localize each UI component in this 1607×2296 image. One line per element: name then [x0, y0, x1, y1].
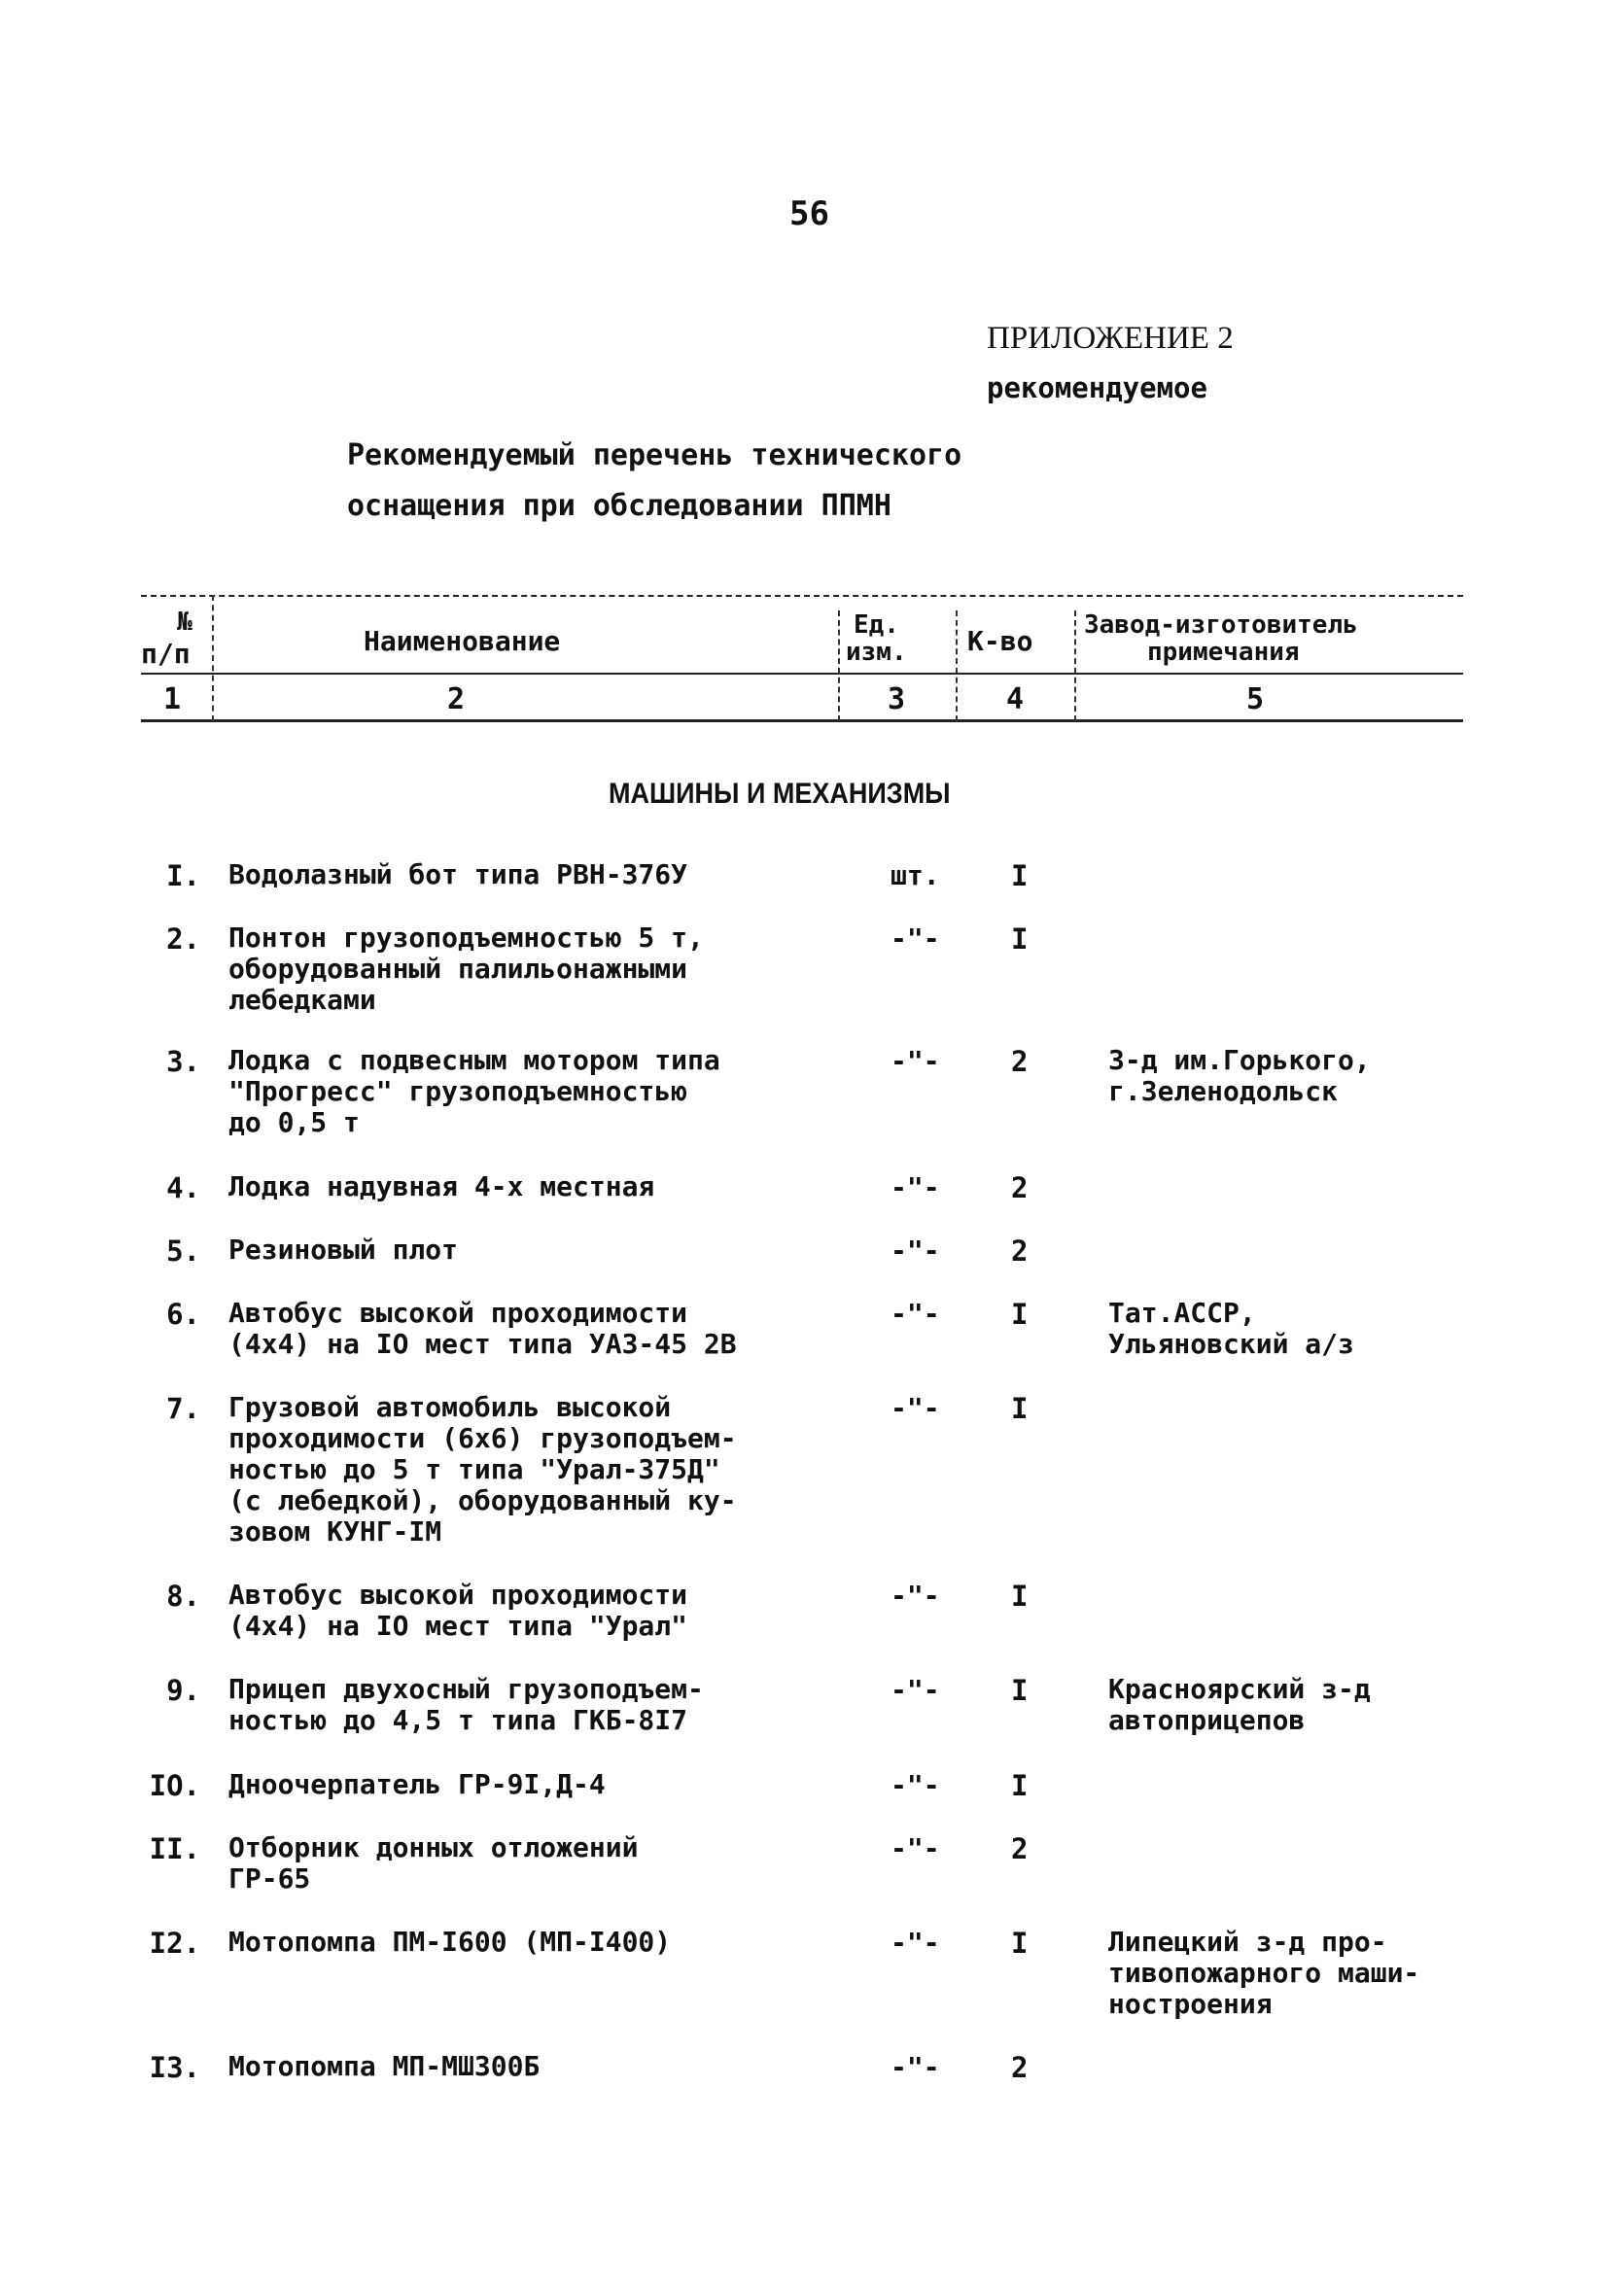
row-note-line: З-д им.Горького,	[1108, 1044, 1371, 1076]
row-number: 9.	[166, 1674, 200, 1707]
row-note-line: ностроения	[1108, 1988, 1273, 2020]
column-separator-2	[838, 610, 840, 721]
row-quantity: I	[1011, 1580, 1029, 1613]
row-unit: -"-	[891, 1171, 940, 1203]
row-quantity: I	[1011, 922, 1029, 956]
row-note-line: г.Зеленодольск	[1108, 1075, 1339, 1107]
row-name-line: Лодка с подвесным мотором типа	[228, 1044, 720, 1076]
row-name-line: Мотопомпа ПМ-I600 (МП-I400)	[228, 1926, 672, 1958]
row-number: 5.	[166, 1235, 200, 1268]
column-separator-3	[956, 610, 958, 721]
header-name: Наименование	[364, 625, 561, 657]
row-name-line: Дноочерпатель ГР-9I,Д-4	[228, 1768, 606, 1800]
row-unit: -"-	[891, 922, 940, 955]
row-unit: -"-	[891, 2051, 940, 2083]
row-number: II.	[149, 1832, 200, 1865]
row-name-line: Автобус высокой проходимости	[228, 1297, 688, 1329]
row-name-line: (4х4) на IO мест типа "Урал"	[228, 1610, 688, 1642]
row-name	[228, 1674, 890, 1736]
row-name-line: оборудованный палильонажными	[228, 953, 688, 985]
header-maker-line-2: примечания	[1147, 638, 1300, 667]
row-note-line: тивопожарного маши-	[1108, 1957, 1420, 1989]
row-quantity: 2	[1011, 1171, 1029, 1204]
row-note-line: Липецкий з-д про-	[1108, 1926, 1387, 1958]
row-unit: -"-	[891, 1392, 940, 1424]
column-number-2: 2	[447, 682, 466, 716]
row-unit: -"-	[891, 1769, 940, 1801]
row-name	[228, 1298, 890, 1360]
row-name-line: Мотопомпа МП-МШ300Б	[228, 2050, 541, 2082]
row-quantity: 2	[1011, 1832, 1029, 1865]
header-maker-line-1: Завод-изготовитель	[1084, 610, 1358, 640]
row-number: 8.	[166, 1580, 200, 1613]
row-name	[228, 1927, 890, 1958]
row-number: I2.	[149, 1927, 200, 1960]
row-name-line: Автобус высокой проходимости	[228, 1579, 688, 1611]
row-name	[228, 1171, 890, 1202]
row-name-line: Резиновый плот	[228, 1234, 459, 1266]
row-unit: -"-	[891, 1298, 940, 1330]
row-name-line: Прицеп двухосный грузоподъем-	[228, 1673, 704, 1705]
row-unit: -"-	[891, 1580, 940, 1612]
row-note-line: Красноярский з-д	[1108, 1673, 1371, 1705]
row-name	[228, 922, 890, 1016]
row-manufacturer-note	[1108, 1045, 1371, 1107]
row-number: I3.	[149, 2051, 200, 2084]
table-top-rule	[141, 595, 1463, 597]
row-name-line: Отборник донных отложений	[228, 1831, 639, 1863]
row-number: 2.	[166, 922, 200, 956]
table-column-number-rule	[141, 719, 1463, 722]
document-title-line-2: оснащения при обследовании ППМН	[347, 489, 891, 523]
column-separator-1	[212, 595, 214, 721]
row-name-line: Лодка надувная 4-х местная	[228, 1170, 655, 1202]
column-number-4: 4	[1006, 682, 1025, 716]
row-name	[228, 1045, 890, 1138]
row-name	[228, 859, 890, 890]
row-quantity: I	[1011, 1392, 1029, 1425]
row-note-line: Тат.АССР,	[1108, 1297, 1256, 1329]
row-quantity: I	[1011, 1298, 1029, 1331]
row-name-line: ГР-65	[228, 1862, 311, 1895]
document-title-line-1: Рекомендуемый перечень технического	[347, 438, 962, 472]
row-unit: -"-	[891, 1927, 940, 1959]
page-number: 56	[789, 194, 829, 233]
document-title	[347, 431, 961, 532]
row-name	[228, 1392, 890, 1548]
row-unit: -"-	[891, 1235, 940, 1267]
header-num-line-1: №	[177, 608, 192, 637]
row-name-line: до 0,5 т	[228, 1106, 360, 1138]
header-unit-line-1: Ед.	[854, 610, 899, 640]
row-number: 4.	[166, 1171, 200, 1204]
row-unit: -"-	[891, 1045, 940, 1077]
table-header-rule	[141, 673, 1463, 675]
row-unit: шт.	[891, 859, 940, 891]
section-title: МАШИНЫ И МЕХАНИЗМЫ	[609, 778, 951, 810]
row-name	[228, 1235, 890, 1266]
row-unit: -"-	[891, 1832, 940, 1864]
column-number-5: 5	[1246, 682, 1265, 716]
header-unit-line-2: изм.	[846, 638, 907, 667]
row-name-line: Понтон грузоподъемностью 5 т,	[228, 922, 704, 954]
row-name	[228, 2051, 890, 2082]
row-name-line: (4х4) на IO мест типа УАЗ-45 2В	[228, 1328, 737, 1360]
row-unit: -"-	[891, 1674, 940, 1706]
row-quantity: 2	[1011, 2051, 1029, 2084]
row-quantity: I	[1011, 1674, 1029, 1707]
appendix-subtitle: рекомендуемое	[987, 371, 1207, 404]
row-number: 3.	[166, 1045, 200, 1078]
row-name-line: (с лебедкой), оборудованный ку-	[228, 1484, 737, 1516]
appendix-title: ПРИЛОЖЕНИЕ 2	[987, 321, 1234, 356]
row-quantity: 2	[1011, 1235, 1029, 1268]
row-quantity: I	[1011, 859, 1029, 892]
row-quantity: I	[1011, 1927, 1029, 1960]
row-note-line: автоприцепов	[1108, 1704, 1306, 1736]
row-number: IO.	[149, 1769, 200, 1802]
row-number: I.	[166, 859, 200, 892]
header-num-line-2: п/п	[141, 638, 191, 670]
row-note-line: Ульяновский а/з	[1108, 1328, 1354, 1360]
row-quantity: 2	[1011, 1045, 1029, 1078]
row-name-line: проходимости (6х6) грузоподъем-	[228, 1422, 737, 1454]
row-number: 6.	[166, 1298, 200, 1331]
row-number: 7.	[166, 1392, 200, 1425]
header-qty: К-во	[967, 625, 1033, 657]
row-quantity: I	[1011, 1769, 1029, 1802]
row-name-line: Водолазный бот типа РВН-376У	[228, 858, 688, 890]
row-name-line: зовом КУНГ-IМ	[228, 1515, 442, 1548]
row-manufacturer-note	[1108, 1674, 1371, 1736]
column-separator-4	[1074, 610, 1076, 721]
column-number-1: 1	[163, 682, 182, 716]
row-name-line: Грузовой автомобиль высокой	[228, 1391, 672, 1423]
column-number-3: 3	[888, 682, 906, 716]
row-manufacturer-note	[1108, 1927, 1419, 2020]
row-name-line: ностью до 5 т типа "Урал-375Д"	[228, 1453, 720, 1485]
row-name	[228, 1580, 890, 1642]
row-name-line: лебедками	[228, 984, 376, 1016]
row-name	[228, 1832, 890, 1895]
row-name-line: ностью до 4,5 т типа ГКБ-8I7	[228, 1704, 688, 1736]
row-name-line: "Прогресс" грузоподъемностью	[228, 1075, 688, 1107]
row-name	[228, 1769, 890, 1800]
row-manufacturer-note	[1108, 1298, 1354, 1360]
